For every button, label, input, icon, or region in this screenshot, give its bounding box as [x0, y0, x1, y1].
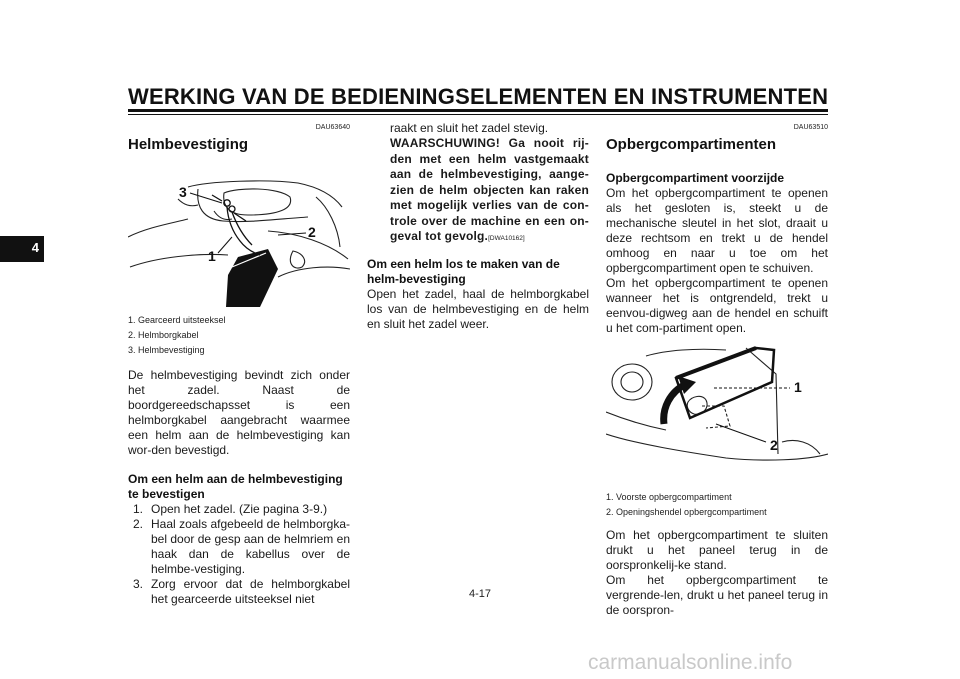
callout-leader-1: [218, 237, 232, 253]
step-text: Haal zoals afgebeeld de helmborgka-bel door de gesp aan de helmriem en haak dan de kabellus over de helmbe-vestiging.: [151, 517, 350, 576]
open-locked-paragraph: Om het opbergcompartiment te openen als het gesloten is, steekt u de mechanische sleutel in het slot, draait u deze rechtsom en trekt u de hendel omhoog en naar u toe om het opbergcompartiment open te schuiven.: [606, 186, 828, 275]
column-right: [606, 120, 828, 618]
storage-compartment-illustration: [606, 342, 828, 484]
step-text: Open het zadel. (Zie pagina 3-9.): [151, 502, 328, 516]
subheading-remove-helmet: Om een helm los te maken van de helm-bevestiging: [367, 256, 560, 286]
step-number: 1.: [133, 502, 144, 516]
warning-block: [367, 136, 589, 247]
header-rule-thick: [128, 109, 828, 112]
figure-captions: [128, 313, 350, 358]
subheading-attach-helmet: Om een helm aan de helmbevestiging te bevestigen: [128, 472, 343, 501]
section-code: DAU63510: [793, 124, 828, 131]
section-heading: Helmbevestiging: [128, 136, 249, 153]
step-number: 2.: [133, 517, 144, 531]
figure-callout-1: 1: [208, 248, 216, 264]
helmet-holder-illustration: [128, 157, 350, 307]
caption-item: 3. Helmbevestiging: [128, 345, 205, 355]
warning-code: [DWA10162]: [488, 235, 525, 242]
figure-callout-2: 2: [770, 437, 778, 453]
section-heading: Opbergcompartimenten: [606, 136, 777, 153]
figure-callout-1: 1: [794, 379, 802, 395]
chapter-tab-label: 4: [31, 240, 39, 255]
step-continuation: raakt en sluit het zadel stevig.: [390, 121, 549, 135]
figure-callout-2: 2: [308, 224, 316, 240]
subheading-front-compartment: Opbergcompartiment voorzijde: [606, 171, 785, 185]
lock-paragraph: Om het opbergcompartiment te vergrende-len, drukt u het paneel terug in de oorspron-: [606, 573, 828, 617]
storage-compartment-figure: [606, 342, 828, 484]
header-rule-thin: [128, 114, 828, 115]
section-code: DAU63640: [315, 124, 350, 131]
caption-item: 1. Voorste opbergcompartiment: [606, 492, 732, 502]
caption-item: 2. Helmborgkabel: [128, 330, 199, 340]
open-unlocked-paragraph: Om het opbergcompartiment te openen wanneer het is ontgrendeld, trekt u eenvou-digweg aan de hendel en schuift u het com-partiment open.: [606, 276, 828, 335]
close-paragraph: Om het opbergcompartiment te sluiten drukt u het paneel terug in de oorspronkelij-ke stand.: [606, 528, 828, 572]
intro-paragraph: De helmbevestiging bevindt zich onder het zadel. Naast de boordgereedschapsset is een helmborgkabel aangebracht waarmee een helm aan de helmbevestiging kan wor-den bevestigd.: [128, 368, 350, 457]
page-number: 4-17: [468, 588, 492, 600]
watermark: carmanualsonline.info: [588, 651, 793, 674]
column-left: [128, 120, 350, 607]
list-item: [128, 502, 350, 517]
warning-text: WAARSCHUWING! Ga nooit rij-den met een helm vastgemaakt aan de helmbevestiging, aange-zien de helm objecten kan raken met mogelijk verlies van de con-trole over de machine en een on-geval tot gevolg.: [390, 136, 589, 243]
remove-helmet-paragraph: Open het zadel, haal de helmborgkabel los van de helmbevestiging en de helm en sluit het zadel weer.: [367, 286, 589, 331]
page-header-title: WERKING VAN DE BEDIENINGSELEMENTEN EN INSTRUMENTEN: [128, 84, 829, 109]
figure-callout-3: 3: [179, 184, 187, 200]
helmet-holder-figure: [128, 157, 350, 307]
figure-captions: [606, 490, 828, 520]
step-text: Zorg ervoor dat de helmborgkabel het gearceerde uitsteeksel niet: [151, 577, 350, 606]
list-item: [128, 517, 350, 577]
step-number: 3.: [133, 577, 144, 591]
caption-item: 2. Openingshendel opbergcompartiment: [606, 507, 767, 517]
callout-leader-2: [716, 424, 766, 442]
caption-item: 1. Gearceerd uitsteeksel: [128, 315, 226, 325]
chapter-tab: [0, 236, 44, 262]
column-middle: [367, 121, 589, 332]
